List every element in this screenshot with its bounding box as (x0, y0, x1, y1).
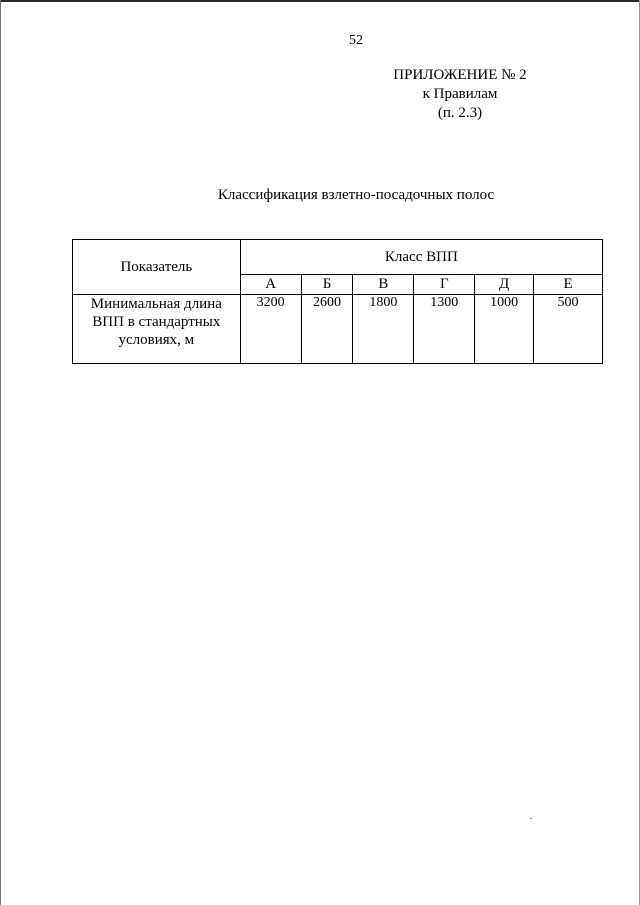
annex-reference: к Правилам (422, 86, 498, 102)
table-row (73, 295, 603, 364)
row-label-line: Минимальная длина (90, 296, 222, 312)
header-indicator: Показатель (73, 240, 241, 295)
class-a-header: А (240, 275, 301, 295)
scan-speck (530, 818, 532, 819)
class-g-header: Г (414, 275, 475, 295)
header-runway-class: Класс ВПП (240, 240, 602, 275)
class-b-header: Б (301, 275, 353, 295)
class-d-header: Д (475, 275, 534, 295)
page-edge-top (0, 0, 640, 2)
value-class-a: 3200 (240, 295, 301, 364)
row-label-line: условиях, м (118, 332, 195, 348)
page-edge-left (0, 0, 1, 905)
row-label-min-length (73, 295, 241, 364)
value-class-v: 1800 (353, 295, 414, 364)
runway-classification-table (72, 239, 603, 364)
class-e-header: Е (534, 275, 603, 295)
annex-block (360, 66, 560, 123)
row-label-line: ВПП в стандартных (92, 314, 221, 330)
page-number: 52 (349, 33, 363, 48)
document-title: Классификация взлетно-посадочных полос (217, 187, 495, 203)
value-class-d: 1000 (475, 295, 534, 364)
class-v-header: В (353, 275, 414, 295)
annex-title: ПРИЛОЖЕНИЕ № 2 (393, 67, 527, 83)
annex-clause: (п. 2.3) (437, 105, 483, 121)
value-class-e: 500 (534, 295, 603, 364)
value-class-b: 2600 (301, 295, 353, 364)
value-class-g: 1300 (414, 295, 475, 364)
